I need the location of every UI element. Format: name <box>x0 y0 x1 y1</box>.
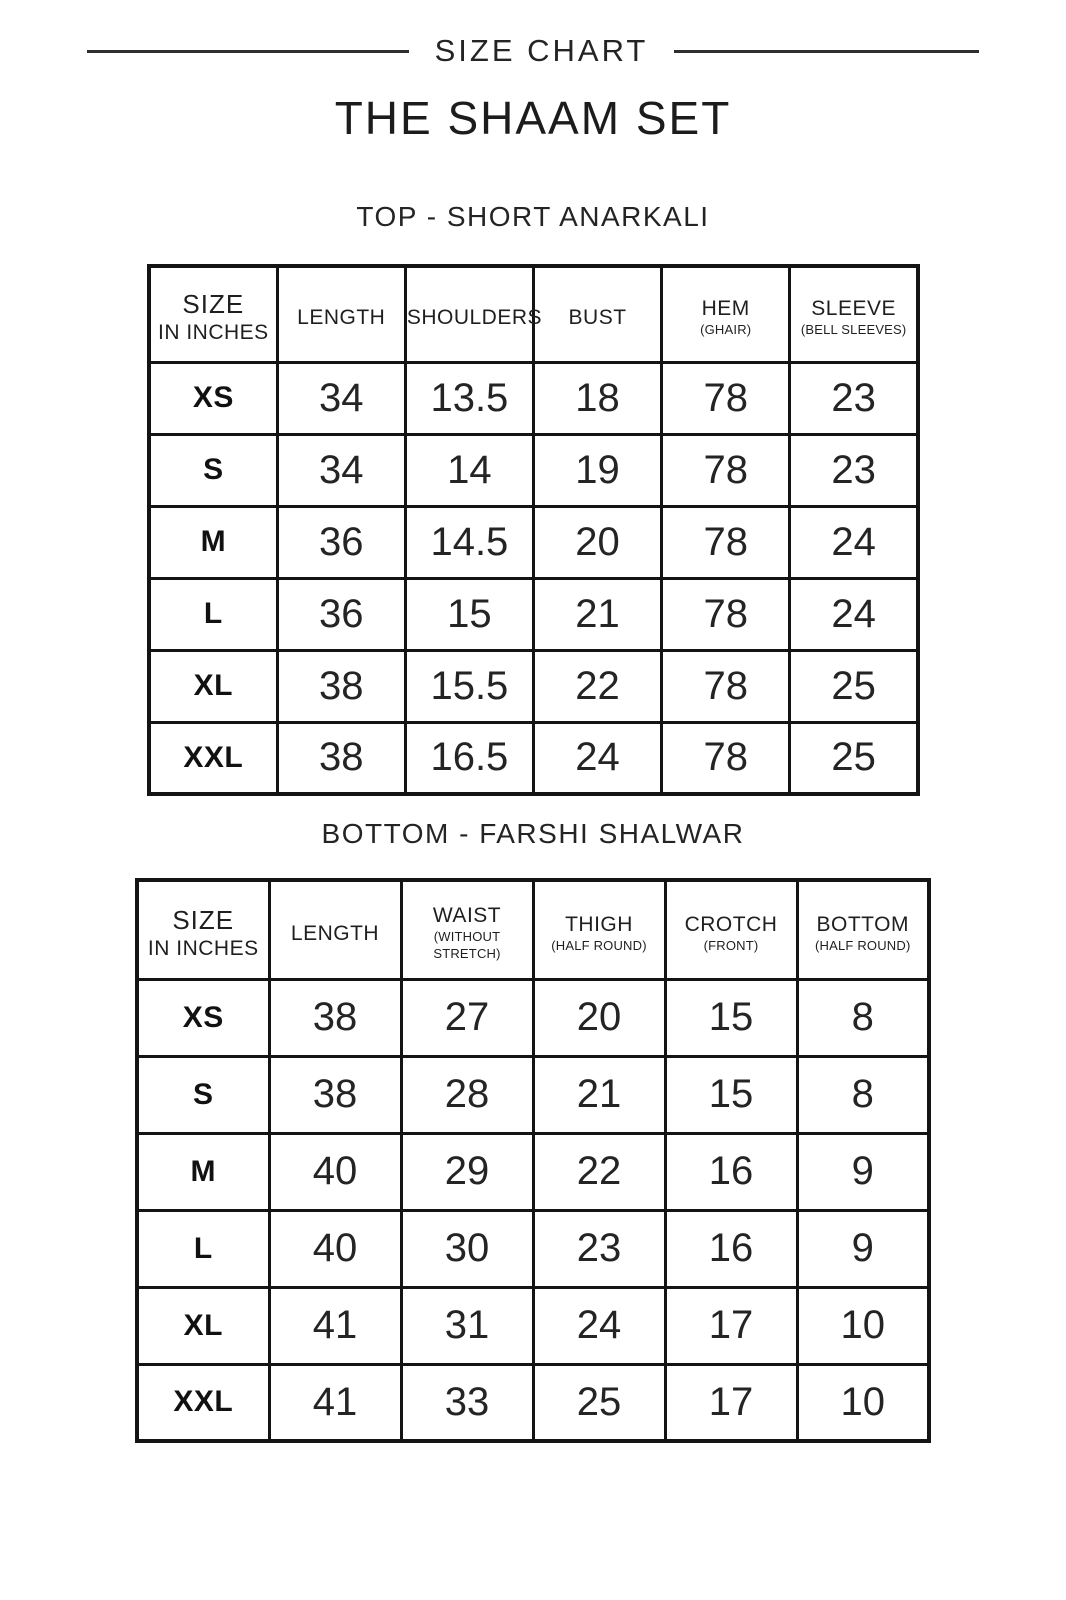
value-cell-crotch: 17 <box>665 1287 797 1364</box>
bottom-row-m <box>137 1133 929 1210</box>
value-cell-bottom: 10 <box>797 1364 929 1441</box>
value-cell-shoulders: 15.5 <box>405 650 533 722</box>
value-cell-hem: 78 <box>662 578 790 650</box>
top-row-s <box>149 434 918 506</box>
column-label-hem: HEM <box>701 297 750 321</box>
value-cell-thigh: 25 <box>533 1364 665 1441</box>
size-cell-s: S <box>149 434 277 506</box>
value-cell-bust: 21 <box>533 578 661 650</box>
size-chart-label: SIZE CHART <box>434 33 649 68</box>
value-cell-shoulders: 16.5 <box>405 722 533 794</box>
column-label-crotch: CROTCH <box>684 912 778 936</box>
value-cell-length: 38 <box>277 722 405 794</box>
value-cell-waist: 33 <box>401 1364 533 1441</box>
size-chart-header <box>0 0 1066 69</box>
value-cell-bottom: 8 <box>797 979 929 1056</box>
value-cell-thigh: 23 <box>533 1210 665 1287</box>
size-cell-s: S <box>137 1056 269 1133</box>
value-cell-bust: 22 <box>533 650 661 722</box>
size-cell-xs: XS <box>137 979 269 1056</box>
value-cell-hem: 78 <box>662 506 790 578</box>
size-header-line1: SIZE <box>172 904 235 935</box>
column-header-length <box>269 880 401 979</box>
size-header-line2: IN INCHES <box>147 936 259 960</box>
size-cell-xs: XS <box>149 362 277 434</box>
column-label-length: LENGTH <box>297 306 386 330</box>
value-cell-hem: 78 <box>662 362 790 434</box>
top-row-xxl <box>149 722 918 794</box>
value-cell-length: 38 <box>277 650 405 722</box>
column-sublabel-bottom: (HALF ROUND) <box>814 937 911 953</box>
column-header-bust <box>533 266 661 362</box>
value-cell-waist: 31 <box>401 1287 533 1364</box>
bottom-row-xs <box>137 979 929 1056</box>
value-cell-crotch: 16 <box>665 1210 797 1287</box>
bottom-row-xl <box>137 1287 929 1364</box>
value-cell-thigh: 20 <box>533 979 665 1056</box>
value-cell-length: 34 <box>277 434 405 506</box>
value-cell-hem: 78 <box>662 722 790 794</box>
value-cell-bottom: 8 <box>797 1056 929 1133</box>
value-cell-length: 40 <box>269 1210 401 1287</box>
value-cell-bottom: 9 <box>797 1133 929 1210</box>
value-cell-crotch: 17 <box>665 1364 797 1441</box>
value-cell-thigh: 24 <box>533 1287 665 1364</box>
top-row-xl <box>149 650 918 722</box>
value-cell-bust: 20 <box>533 506 661 578</box>
column-header-shoulders <box>405 266 543 362</box>
value-cell-crotch: 15 <box>665 979 797 1056</box>
value-cell-length: 34 <box>277 362 405 434</box>
value-cell-length: 40 <box>269 1133 401 1210</box>
value-cell-length: 38 <box>269 979 401 1056</box>
column-header-hem <box>662 266 790 362</box>
value-cell-sleeve: 25 <box>790 722 918 794</box>
bottom-row-s <box>137 1056 929 1133</box>
size-cell-xxl: XXL <box>149 722 277 794</box>
size-cell-m: M <box>137 1133 269 1210</box>
bottom-table-body <box>137 979 929 1441</box>
bottom-table-head <box>137 880 929 979</box>
value-cell-waist: 27 <box>401 979 533 1056</box>
header-rule-left <box>87 50 409 53</box>
top-row-xs <box>149 362 918 434</box>
column-sublabel-waist: (WITHOUT STRETCH) <box>433 929 501 962</box>
value-cell-thigh: 22 <box>533 1133 665 1210</box>
column-header-waist <box>401 880 533 979</box>
bottom-header-row <box>137 880 929 979</box>
value-cell-hem: 78 <box>662 650 790 722</box>
value-cell-hem: 78 <box>662 434 790 506</box>
top-size-table <box>147 264 920 796</box>
value-cell-shoulders: 14.5 <box>405 506 533 578</box>
size-header-line2: IN INCHES <box>157 321 269 345</box>
header-rule-right <box>674 50 979 53</box>
top-row-l <box>149 578 918 650</box>
column-header-length <box>277 266 405 362</box>
column-label-waist: WAIST <box>432 904 502 928</box>
column-sublabel-crotch: (FRONT) <box>703 937 759 953</box>
value-cell-waist: 30 <box>401 1210 533 1287</box>
value-cell-waist: 28 <box>401 1056 533 1133</box>
column-label-bust: BUST <box>568 306 627 330</box>
value-cell-thigh: 21 <box>533 1056 665 1133</box>
bottom-size-table <box>135 878 931 1443</box>
column-label-length: LENGTH <box>290 921 380 945</box>
value-cell-sleeve: 24 <box>790 578 918 650</box>
size-cell-l: L <box>149 578 277 650</box>
value-cell-sleeve: 23 <box>790 434 918 506</box>
value-cell-bust: 24 <box>533 722 661 794</box>
table-title-bottom: BOTTOM - FARSHI SHALWAR <box>321 818 745 849</box>
size-cell-xxl: XXL <box>137 1364 269 1441</box>
value-cell-length: 36 <box>277 578 405 650</box>
value-cell-sleeve: 23 <box>790 362 918 434</box>
size-cell-xl: XL <box>149 650 277 722</box>
value-cell-sleeve: 25 <box>790 650 918 722</box>
value-cell-crotch: 16 <box>665 1133 797 1210</box>
value-cell-length: 36 <box>277 506 405 578</box>
column-label-sleeve: SLEEVE <box>811 297 896 321</box>
value-cell-bust: 19 <box>533 434 661 506</box>
top-header-row <box>149 266 918 362</box>
column-sublabel-thigh: (HALF ROUND) <box>551 937 647 953</box>
table-title-top: TOP - SHORT ANARKALI <box>356 201 710 232</box>
size-cell-m: M <box>149 506 277 578</box>
value-cell-length: 41 <box>269 1364 401 1441</box>
value-cell-length: 38 <box>269 1056 401 1133</box>
tables-container <box>0 203 1066 1443</box>
value-cell-shoulders: 15 <box>405 578 533 650</box>
value-cell-bottom: 9 <box>797 1210 929 1287</box>
column-header-sleeve <box>790 266 918 362</box>
value-cell-crotch: 15 <box>665 1056 797 1133</box>
column-label-bottom: BOTTOM <box>816 912 909 936</box>
column-label-shoulders: SHOULDERS <box>406 306 543 330</box>
size-cell-xl: XL <box>137 1287 269 1364</box>
size-cell-l: L <box>137 1210 269 1287</box>
value-cell-bust: 18 <box>533 362 661 434</box>
column-sublabel-sleeve: (BELL SLEEVES) <box>800 322 907 338</box>
value-cell-bottom: 10 <box>797 1287 929 1364</box>
value-cell-shoulders: 14 <box>405 434 533 506</box>
column-header-crotch <box>665 880 797 979</box>
bottom-row-l <box>137 1210 929 1287</box>
top-table-head <box>149 266 918 362</box>
column-label-thigh: THIGH <box>565 912 633 936</box>
value-cell-waist: 29 <box>401 1133 533 1210</box>
column-sublabel-hem: (GHAIR) <box>700 322 752 338</box>
column-header-bottom <box>797 880 929 979</box>
bottom-row-xxl <box>137 1364 929 1441</box>
page-title: THE SHAAM SET <box>334 92 732 144</box>
value-cell-shoulders: 13.5 <box>405 362 533 434</box>
top-table-body <box>149 362 918 794</box>
column-header-thigh <box>533 880 665 979</box>
size-header-line1: SIZE <box>182 289 245 320</box>
top-row-m <box>149 506 918 578</box>
value-cell-length: 41 <box>269 1287 401 1364</box>
column-header-size <box>149 266 277 362</box>
value-cell-sleeve: 24 <box>790 506 918 578</box>
column-header-size <box>137 880 269 979</box>
